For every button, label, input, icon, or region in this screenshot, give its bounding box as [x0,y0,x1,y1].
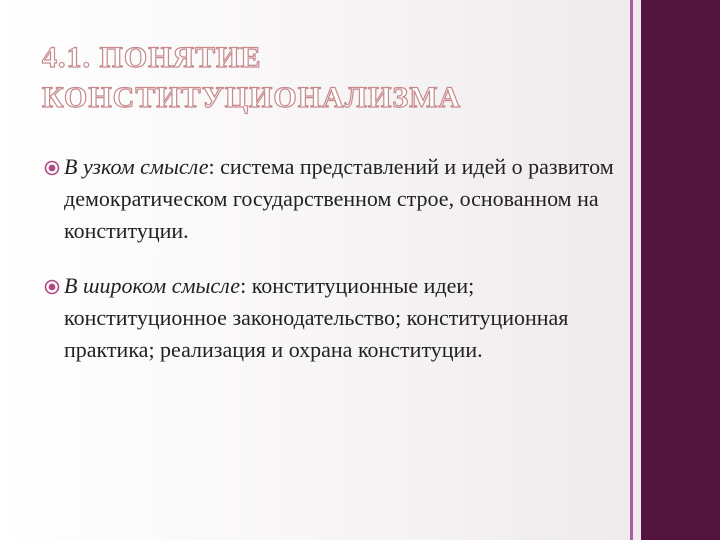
side-decorative-panel [641,0,720,540]
bullet-text: конституционные идеи; конституционное законодательство; конституционная практика; реализация и охрана конституции. [64,273,569,362]
circle-bullet-icon [44,279,60,295]
title-line-1: 4.1. ПОНЯТИЕ [42,41,262,74]
bullet-item-broad [44,270,614,366]
bullet-item-narrow [44,151,614,247]
bullet-separator: : [240,273,252,298]
title-line-2: КОНСТИТУЦИОНАЛИЗМА [42,81,462,114]
circle-bullet-icon [44,160,60,176]
bullet-term: В узком смысле [64,154,209,179]
bullet-separator: : [208,154,221,179]
side-divider-line [630,0,633,540]
bullet-list [44,151,614,366]
bullet-term: В широком смысле [64,273,241,298]
bullet-text: система представлений и идей о развитом демократическом государственном строе, основанном на конституции. [64,154,614,243]
slide-title [42,38,602,118]
